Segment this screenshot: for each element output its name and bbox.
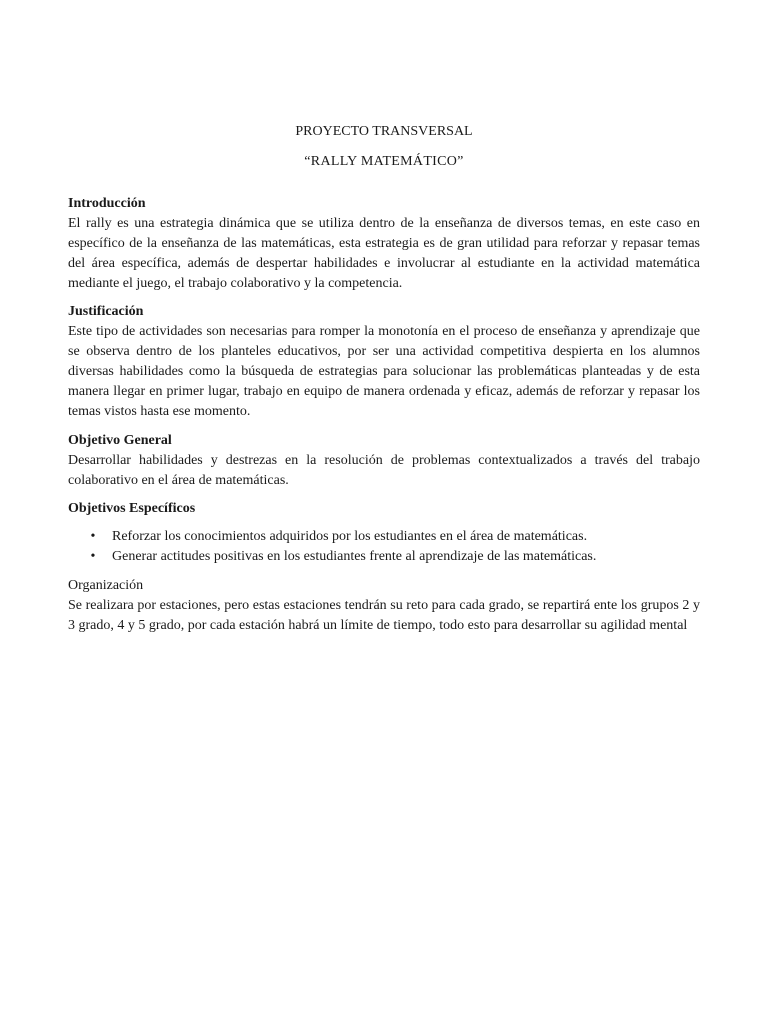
section-heading-organizacion: Organización bbox=[68, 578, 144, 593]
section-heading-justificacion: Justificación bbox=[68, 304, 144, 319]
section-heading-introduccion: Introducción bbox=[68, 196, 146, 211]
document-title: PROYECTO TRANSVERSAL bbox=[295, 124, 473, 139]
section-text-introduccion: El rally es una estrategia dinámica que se utiliza dentro de la enseñanza de diversos temas, en este caso en específico de la enseñanza de las matemáticas, esta estrategia es de gran utilidad para reforzar y repasar temas del área específica, además de despertar habilidades e involucrar al estudiante en la actividad matemática mediante el juego, el trabajo colaborativo y la competencia. bbox=[68, 216, 700, 291]
list-item bbox=[68, 527, 700, 547]
list-item bbox=[68, 547, 700, 567]
section-text-organizacion: Se realizara por estaciones, pero estas estaciones tendrán su reto para cada grado, se repartirá ente los grupos 2 y 3 grado, 4 y 5 grado, por cada estación habrá un límite de tiempo, todo esto para desarrollar su agilidad mental bbox=[68, 598, 700, 633]
document-subtitle: “RALLY MATEMÁTICO” bbox=[304, 154, 464, 169]
document-body bbox=[68, 120, 700, 636]
objetivos-especificos-list bbox=[68, 527, 700, 567]
bullet-icon: • bbox=[90, 529, 96, 544]
section-text-objetivo-general: Desarrollar habilidades y destrezas en la resolución de problemas contextualizados a través del trabajo colaborativo en el área de matemáticas. bbox=[68, 453, 700, 488]
bullet-icon: • bbox=[90, 549, 96, 564]
list-item-text: Generar actitudes positivas en los estudiantes frente al aprendizaje de las matemáticas. bbox=[112, 549, 597, 564]
list-item-text: Reforzar los conocimientos adquiridos por los estudiantes en el área de matemáticas. bbox=[112, 529, 588, 544]
section-heading-objetivos-especificos: Objetivos Específicos bbox=[68, 501, 196, 516]
section-text-justificacion: Este tipo de actividades son necesarias para romper la monotonía en el proceso de enseñanza y aprendizaje que se observa dentro de los planteles educativos, por ser una actividad competitiva despierta en los alumnos diversas habilidades como la búsqueda de estrategias para solucionar las problemáticas planteadas y de esta manera llegar en primer lugar, trabajo en equipo de manera ordenada y eficaz, además de reforzar y repasar los temas vistos hasta ese momento. bbox=[68, 324, 700, 419]
section-heading-objetivo-general: Objetivo General bbox=[68, 433, 172, 448]
